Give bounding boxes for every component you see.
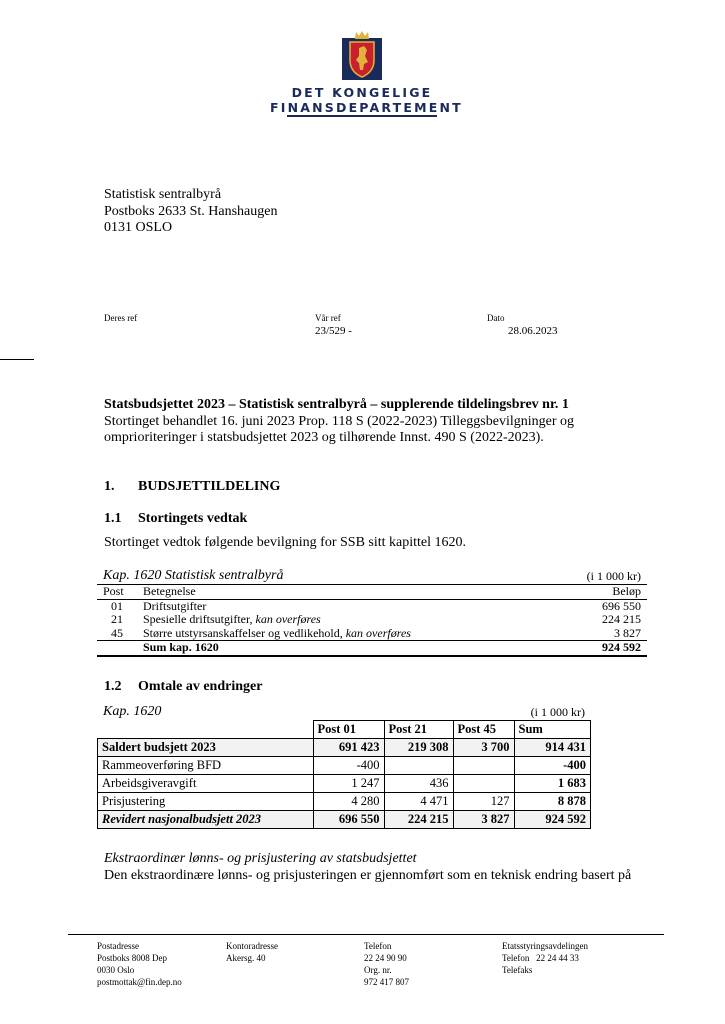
row-post01: 1 247 (313, 775, 384, 793)
section-1-1-heading (104, 511, 247, 527)
table-row (98, 775, 591, 793)
subject-body: Stortinget behandlet 16. juni 2023 Prop. 118 S (2022-2023) Tilleggsbevilgninger og omprioriteringer i statsbudsjettet 2023 og tilhørende Innst. 490 S (2022-2023). (104, 413, 575, 445)
fold-mark (0, 359, 34, 360)
extra-text: Den ekstraordinære lønns- og prisjusteringen er gjennomført som en teknisk endring basert på (104, 868, 632, 883)
section-1-1-text: Stortinget vedtok følgende bevilgning for SSB sitt kapittel 1620. (104, 535, 467, 550)
row-post: 01 (111, 598, 123, 613)
recipient-name: Statistisk sentralbyrå (104, 187, 222, 202)
subject-title: Statsbudsjettet 2023 – Statistisk sentralbyrå – supplerende tildelingsbrev nr. 1 (104, 397, 569, 412)
recipient-address (104, 187, 277, 237)
row-sum: 914 431 (514, 739, 591, 757)
header-belop: Beløp (568, 585, 647, 599)
header-post01: Post 01 (313, 721, 384, 739)
footer-divider (68, 934, 664, 935)
footer-phone-number: 22 24 90 90 (364, 953, 407, 963)
row-post01: 696 550 (313, 811, 384, 829)
ministry-name-line1: DET KONGELIGE (291, 85, 433, 100)
table-row (97, 627, 647, 641)
row-label: Arbeidsgiveravgift (98, 775, 314, 793)
footer-office-address: Akersg. 40 (226, 953, 266, 963)
changes-table (97, 704, 591, 829)
appropriation-table (97, 567, 647, 657)
ministry-logo (270, 30, 463, 117)
header-post45: Post 45 (453, 721, 514, 739)
row-post21: 224 215 (384, 811, 453, 829)
footer-department (502, 940, 588, 976)
header-post: Post (97, 585, 137, 599)
row-amount: 224 215 (602, 612, 641, 626)
row-sum: -400 (514, 757, 591, 775)
footer-office-label: Kontoradresse (226, 941, 278, 951)
section-title: Stortingets vedtak (138, 511, 248, 526)
row-amount: 3 827 (614, 625, 641, 640)
extra-heading: Ekstraordinær lønns- og prisjustering av statsbudsjettet (104, 851, 417, 866)
footer-orgnr: 972 417 807 (364, 977, 409, 987)
table-row (98, 739, 591, 757)
row-post: 21 (111, 612, 123, 626)
section-title: Omtale av endringer (138, 679, 263, 694)
sum-value: 924 592 (568, 641, 647, 656)
table-row (98, 757, 591, 775)
row-label: Revidert nasjonalbudsjett 2023 (98, 811, 314, 829)
row-sum: 8 878 (514, 793, 591, 811)
section-1-heading (104, 479, 280, 495)
table-row (97, 613, 647, 627)
row-post01: 691 423 (313, 739, 384, 757)
row-sum: 924 592 (514, 811, 591, 829)
table-sum-row (97, 641, 647, 656)
logo-underline (287, 115, 437, 117)
row-label: Rammeoverføring BFD (98, 757, 314, 775)
row-sum: 1 683 (514, 775, 591, 793)
row-post21 (384, 757, 453, 775)
row-text-main: Større utstyrsanskaffelser og vedlikehold, (143, 625, 346, 640)
footer-postal-box: Postboks 8008 Dep (97, 953, 168, 963)
table-total-row (98, 811, 591, 829)
header-sum: Sum (514, 721, 591, 739)
footer-orgnr-label: Org. nr. (364, 965, 392, 975)
row-amount: 696 550 (602, 598, 641, 613)
footer-dept-tel-label: Telefon (502, 953, 530, 963)
table-unit: (i 1 000 kr) (530, 705, 585, 719)
row-text (137, 599, 568, 613)
subject (104, 397, 664, 447)
recipient-street: Postboks 2633 St. Hanshaugen (104, 203, 278, 219)
row-post45: 3 827 (453, 811, 514, 829)
section-title: BUDSJETTILDELING (138, 479, 281, 494)
row-post21: 4 471 (384, 793, 453, 811)
footer-department-name: Etatsstyringsavdelingen (502, 941, 588, 951)
recipient-city: 0131 OSLO (104, 220, 173, 235)
table-caption: Kap. 1620 (103, 704, 162, 719)
row-post45 (453, 757, 514, 775)
row-label: Prisjustering (98, 793, 314, 811)
header-blank (98, 721, 314, 739)
row-post21: 219 308 (384, 739, 453, 757)
sum-label: Sum kap. 1620 (137, 641, 568, 656)
row-text-main: Spesielle driftsutgifter, (143, 612, 256, 626)
dato-value: 28.06.2023 (508, 325, 558, 337)
table-caption-row (97, 704, 591, 720)
row-text-italic: kan overføres (345, 625, 411, 640)
row-post21: 436 (384, 775, 453, 793)
var-ref-label: Vår ref (315, 313, 341, 323)
row-text (137, 627, 568, 641)
table-caption: Kap. 1620 Statistisk sentralbyrå (103, 568, 284, 583)
footer-office (226, 940, 278, 964)
ministry-name-line2: FINANSDEPARTEMENT (270, 100, 463, 115)
table-header-row (98, 721, 591, 739)
row-post45: 3 700 (453, 739, 514, 757)
row-post01: -400 (313, 757, 384, 775)
row-text-italic: kan overføres (255, 612, 321, 626)
section-number: 1.1 (104, 511, 122, 526)
footer-email: postmottak@fin.dep.no (97, 977, 182, 987)
row-post: 45 (111, 625, 123, 640)
footer-department-fax: Telefaks (502, 965, 533, 975)
norwegian-coat-of-arms-icon (342, 30, 382, 80)
table-caption-row (97, 567, 647, 585)
footer-postal (97, 940, 182, 988)
row-post45: 127 (453, 793, 514, 811)
table-unit: (i 1 000 kr) (586, 569, 641, 583)
row-post45 (453, 775, 514, 793)
footer-phone (364, 940, 409, 988)
footer-postal-city: 0030 Oslo (97, 965, 135, 975)
section-number: 1. (104, 479, 115, 494)
row-label: Saldert budsjett 2023 (98, 739, 314, 757)
dato-label: Dato (487, 313, 505, 323)
section-number: 1.2 (104, 679, 122, 694)
table-row (98, 793, 591, 811)
row-text (137, 613, 568, 627)
table-row (97, 599, 647, 613)
header-betegnelse: Betegnelse (137, 585, 568, 599)
header-post21: Post 21 (384, 721, 453, 739)
deres-ref-label: Deres ref (104, 313, 138, 323)
sum-blank (97, 641, 137, 656)
table-header-row (97, 585, 647, 599)
row-text-main: Driftsutgifter (143, 598, 207, 613)
row-post01: 4 280 (313, 793, 384, 811)
footer-phone-label: Telefon (364, 941, 392, 951)
footer-postal-label: Postadresse (97, 941, 139, 951)
footer-department-phone (502, 952, 588, 964)
var-ref-value: 23/529 - (315, 325, 352, 337)
footer-dept-tel: 22 24 44 33 (536, 953, 579, 963)
section-1-2-heading (104, 679, 262, 695)
